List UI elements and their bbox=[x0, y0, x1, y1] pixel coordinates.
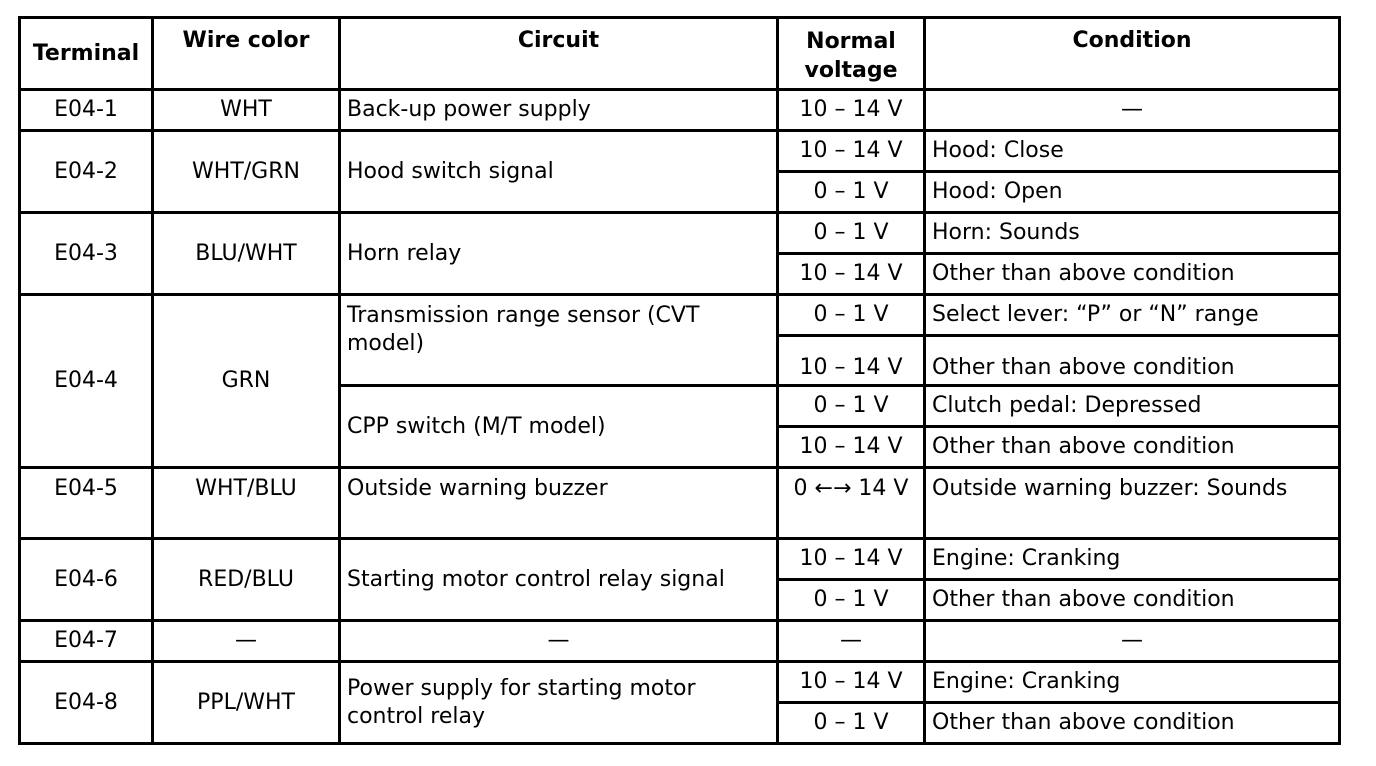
circuit-cell: Hood switch signal bbox=[340, 131, 778, 213]
voltage-cell: 0 – 1 V bbox=[778, 386, 925, 427]
voltage-cell: 0 – 1 V bbox=[778, 580, 925, 621]
circuit-cell: Back-up power supply bbox=[340, 90, 778, 131]
wire-color-cell: PPL/WHT bbox=[153, 662, 340, 744]
wire-color-cell: — bbox=[153, 621, 340, 662]
voltage-cell: 0 – 1 V bbox=[778, 295, 925, 336]
condition-cell: — bbox=[925, 621, 1340, 662]
voltage-cell: 10 – 14 V bbox=[778, 539, 925, 580]
table-row bbox=[20, 213, 1340, 254]
circuit-cell: Starting motor control relay signal bbox=[340, 539, 778, 621]
condition-cell: Outside warning buzzer: Sounds bbox=[925, 468, 1340, 539]
terminal-cell: E04-8 bbox=[20, 662, 153, 744]
table-row bbox=[20, 539, 1340, 580]
terminal-cell: E04-3 bbox=[20, 213, 153, 295]
wire-color-cell: GRN bbox=[153, 295, 340, 468]
terminal-table-wrapper bbox=[18, 16, 1341, 745]
condition-cell: — bbox=[925, 90, 1340, 131]
circuit-cell: Power supply for starting motor control relay bbox=[340, 662, 778, 744]
condition-cell: Other than above condition bbox=[925, 580, 1340, 621]
circuit-cell: CPP switch (M/T model) bbox=[340, 386, 778, 468]
voltage-cell: 10 – 14 V bbox=[778, 662, 925, 703]
terminal-cell: E04-2 bbox=[20, 131, 153, 213]
condition-cell: Other than above condition bbox=[925, 427, 1340, 468]
wire-color-cell: WHT bbox=[153, 90, 340, 131]
header-wire-color: Wire color bbox=[153, 18, 340, 90]
wire-color-cell: WHT/BLU bbox=[153, 468, 340, 539]
condition-cell: Clutch pedal: Depressed bbox=[925, 386, 1340, 427]
header-row bbox=[20, 18, 1340, 90]
circuit-cell: Transmission range sensor (CVT model) bbox=[340, 295, 778, 386]
header-condition: Condition bbox=[925, 18, 1340, 90]
condition-cell: Hood: Close bbox=[925, 131, 1340, 172]
condition-cell: Select lever: “P” or “N” range bbox=[925, 295, 1340, 336]
table-row bbox=[20, 131, 1340, 172]
voltage-cell: 10 – 14 V bbox=[778, 90, 925, 131]
circuit-cell: Outside warning buzzer bbox=[340, 468, 778, 539]
voltage-cell: 0 – 1 V bbox=[778, 703, 925, 744]
voltage-cell: 10 – 14 V bbox=[778, 131, 925, 172]
table-row bbox=[20, 662, 1340, 703]
voltage-cell: 10 – 14 V bbox=[778, 336, 925, 386]
condition-cell: Engine: Cranking bbox=[925, 662, 1340, 703]
table-row bbox=[20, 90, 1340, 131]
terminal-cell: E04-7 bbox=[20, 621, 153, 662]
header-normal-voltage: Normal voltage bbox=[778, 18, 925, 90]
header-terminal: Terminal bbox=[20, 18, 153, 90]
voltage-cell: 0 – 1 V bbox=[778, 213, 925, 254]
terminal-cell: E04-4 bbox=[20, 295, 153, 468]
table-row bbox=[20, 468, 1340, 539]
condition-cell: Horn: Sounds bbox=[925, 213, 1340, 254]
terminal-voltage-table bbox=[18, 16, 1341, 745]
condition-cell: Other than above condition bbox=[925, 254, 1340, 295]
terminal-cell: E04-1 bbox=[20, 90, 153, 131]
voltage-cell: 10 – 14 V bbox=[778, 254, 925, 295]
voltage-cell: 10 – 14 V bbox=[778, 427, 925, 468]
wire-color-cell: BLU/WHT bbox=[153, 213, 340, 295]
header-circuit: Circuit bbox=[340, 18, 778, 90]
table-row bbox=[20, 295, 1340, 336]
wire-color-cell: RED/BLU bbox=[153, 539, 340, 621]
circuit-cell: Horn relay bbox=[340, 213, 778, 295]
condition-cell: Hood: Open bbox=[925, 172, 1340, 213]
circuit-cell: — bbox=[340, 621, 778, 662]
condition-cell: Other than above condition bbox=[925, 703, 1340, 744]
voltage-cell: 0 – 1 V bbox=[778, 172, 925, 213]
terminal-cell: E04-6 bbox=[20, 539, 153, 621]
wire-color-cell: WHT/GRN bbox=[153, 131, 340, 213]
table-row bbox=[20, 621, 1340, 662]
condition-cell: Other than above condition bbox=[925, 336, 1340, 386]
voltage-cell: — bbox=[778, 621, 925, 662]
terminal-cell: E04-5 bbox=[20, 468, 153, 539]
voltage-cell: 0 ←→ 14 V bbox=[778, 468, 925, 539]
condition-cell: Engine: Cranking bbox=[925, 539, 1340, 580]
